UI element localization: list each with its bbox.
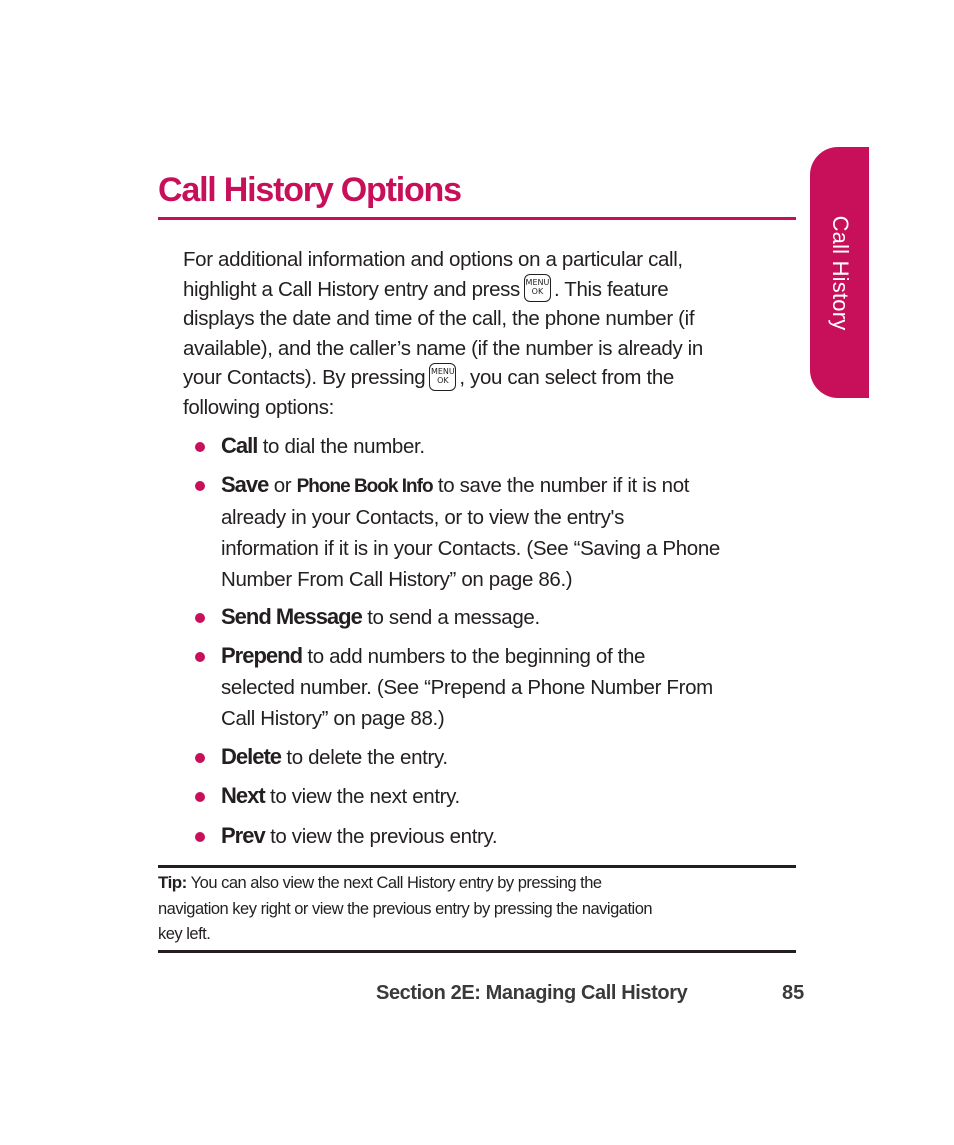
- option-text: [221, 430, 793, 462]
- title-divider: [158, 217, 796, 220]
- tip-top-divider: [158, 865, 796, 868]
- menu-ok-key-icon: [429, 363, 456, 391]
- option-or: or: [268, 474, 297, 497]
- option-description: to dial the number.: [257, 435, 425, 458]
- option-line: [221, 645, 645, 668]
- option-prepend: [193, 640, 793, 734]
- option-line: already in your Contacts, or to view the entry's: [221, 506, 624, 529]
- option-keyword: Prev: [221, 823, 265, 848]
- option-description: to view the next entry.: [264, 785, 460, 808]
- bullet-icon: [195, 792, 205, 802]
- intro-line: [183, 363, 783, 393]
- option-text: [221, 469, 793, 595]
- option-keyword: Prepend: [221, 643, 303, 668]
- option-line: Number From Call History” on page 86.): [221, 568, 573, 591]
- option-description: to send a message.: [361, 606, 540, 629]
- option-description: to view the previous entry.: [264, 825, 498, 848]
- tip-line: key left.: [158, 925, 211, 943]
- option-keyword: Send Message: [221, 604, 362, 629]
- tip-line: You can also view the next Call History entry by pressing the: [186, 874, 602, 892]
- option-call: [193, 430, 793, 462]
- option-line: [221, 474, 689, 497]
- option-line: Call History” on page 88.): [221, 707, 445, 730]
- option-keyword: Next: [221, 783, 265, 808]
- side-tab-label: Call History: [827, 215, 853, 330]
- bullet-icon: [195, 652, 205, 662]
- option-text: [221, 780, 793, 812]
- option-text: [221, 601, 793, 633]
- tip-box: [158, 870, 788, 948]
- key-label-top: MENU: [525, 278, 550, 288]
- intro-line: [183, 275, 783, 305]
- option-keyword: Call: [221, 433, 258, 458]
- intro-text: your Contacts). By pressing: [183, 366, 426, 390]
- option-line: information if it is in your Contacts. (See “Saving a Phone: [221, 537, 720, 560]
- footer-section-title: Section 2E: Managing Call History: [376, 982, 688, 1004]
- option-delete: [193, 741, 793, 773]
- intro-line: displays the date and time of the call, the phone number (if: [183, 307, 695, 331]
- option-description: to delete the entry.: [281, 746, 448, 769]
- key-label-top: MENU: [430, 366, 455, 376]
- section-side-tab: [810, 147, 869, 398]
- intro-line: following options:: [183, 395, 334, 419]
- bullet-icon: [195, 442, 205, 452]
- menu-ok-key-icon: [524, 274, 551, 302]
- key-label-bottom: OK: [437, 375, 449, 385]
- option-save: [193, 469, 793, 595]
- intro-text: highlight a Call History entry and press: [183, 277, 520, 301]
- option-next: [193, 780, 793, 812]
- bullet-icon: [195, 753, 205, 763]
- key-label-bottom: OK: [531, 287, 544, 297]
- option-send-message: [193, 601, 793, 633]
- tip-line: navigation key right or view the previous entry by pressing the navigation: [158, 899, 653, 918]
- page-title: Call History Options: [158, 171, 461, 209]
- option-description: to save the number if it is not: [432, 474, 690, 497]
- tip-label: Tip:: [158, 873, 187, 892]
- option-prev: [193, 820, 793, 852]
- option-keyword: Save: [221, 472, 269, 497]
- intro-text: , you can select from the: [459, 366, 674, 390]
- bullet-icon: [195, 481, 205, 491]
- intro-paragraph: [183, 245, 783, 423]
- bullet-icon: [195, 832, 205, 842]
- option-line: selected number. (See “Prepend a Phone Number From: [221, 676, 713, 699]
- option-keyword: Delete: [221, 744, 282, 769]
- tip-bottom-divider: [158, 950, 796, 953]
- option-text: [221, 640, 793, 734]
- intro-line: available), and the caller’s name (if the number is already in: [183, 336, 703, 360]
- option-description: to add numbers to the beginning of the: [302, 645, 646, 668]
- intro-line: For additional information and options on a particular call,: [183, 248, 683, 271]
- option-text: [221, 741, 793, 773]
- option-text: [221, 820, 793, 852]
- footer-page-number: 85: [782, 982, 805, 1004]
- intro-text: . This feature: [553, 277, 669, 301]
- bullet-icon: [195, 613, 205, 623]
- option-keyword: Phone Book Info: [296, 476, 433, 497]
